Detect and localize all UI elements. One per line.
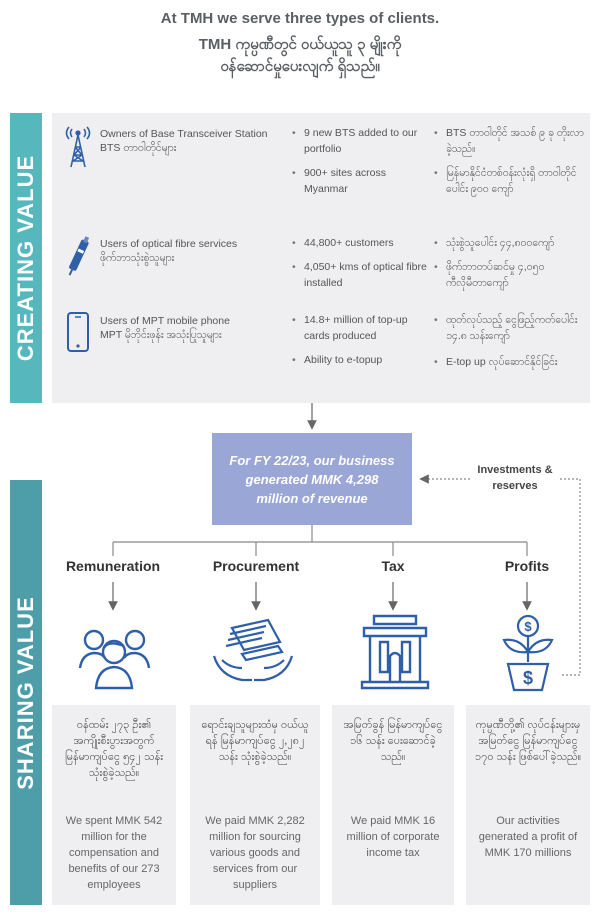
government-building-icon	[360, 612, 430, 692]
remuneration-card	[52, 705, 176, 905]
investments-line-1: Investments &	[477, 464, 553, 476]
stat-item: • 4,050+ kms of optical fibre installed	[292, 259, 430, 291]
investments-line-2: reserves	[492, 480, 538, 492]
revenue-box	[212, 433, 412, 525]
stat-item: • BTS တာဝါတိုင် အသစ် ၉ ခု တိုးလာခဲ့သည်။	[434, 125, 584, 157]
category-profits: Profits	[504, 558, 550, 574]
subtitle-line-2: ဝန်ဆောင်မှုပေးလျက် ရှိသည်။	[220, 58, 380, 75]
svg-text:$: $	[524, 619, 532, 634]
svg-text:$: $	[522, 668, 534, 688]
dollar-plant-icon	[496, 612, 560, 694]
procurement-card	[190, 705, 320, 905]
subtitle-line-1: TMH ကုမ္ပဏီတွင် ဝယ်ယူသူ ၃ မျိုးကို	[198, 36, 402, 53]
tax-text-en: We paid MMK 16 million of corporate income tax	[346, 815, 440, 859]
category-procurement: Procurement	[212, 558, 300, 574]
revenue-line-1: For FY 22/23, our business	[229, 452, 395, 468]
client-label-my: MPT မိုဘိုင်းဖုန်း အသုံးပြုသူများ	[100, 329, 222, 341]
remuneration-text-en: We spent MMK 542 million for the compensation and benefits of our 273 employees	[65, 815, 163, 891]
stat-item: • ထုတ်လုပ်သည့် ငွေဖြည့်ကတ်ပေါင်း ၁၄.၈ သန်းကျော်	[434, 312, 584, 344]
revenue-line-3: million of revenue	[256, 490, 368, 506]
client-label-en: Users of optical fibre services	[100, 238, 238, 250]
sharing-value-label: SHARING VALUE	[13, 595, 38, 790]
procurement-text-en: We paid MMK 2,282 million for sourcing various goods and services from our suppliers	[205, 815, 305, 891]
category-tax: Tax	[381, 558, 405, 574]
stat-item: • 9 new BTS added to our portfolio	[292, 125, 430, 157]
stat-item: • E-top up လုပ်ဆောင်နိုင်ခြင်း	[434, 354, 584, 370]
client-label-en: Owners of Base Transceiver Station	[100, 128, 268, 140]
stat-item: • 44,800+ customers	[292, 235, 430, 251]
client-label-my: ဖိုက်ဘာသုံးစွဲသူများ	[100, 252, 175, 264]
client-label-en: Users of MPT mobile phone	[100, 315, 230, 327]
creating-value-label: CREATING VALUE	[13, 154, 38, 362]
stat-item: • Ability to e-topup	[292, 352, 430, 368]
stat-item: • သုံးစွဲသူပေါင်း ၄၄,၈၀၀ကျော်	[434, 235, 584, 251]
investments-label	[470, 462, 560, 494]
stat-item: • ဖိုက်ဘာတပ်ဆင်မှု ၄,၀၅၀ ကီလိုမီတာကျော်	[434, 259, 584, 291]
category-remuneration: Remuneration	[65, 558, 161, 574]
remuneration-text-my: ဝန်ထမ်း ၂၇၃ ဦး၏ အကျိုးစီးပွားအတွက် မြန်မာကျပ်ငွေ ၅၄၂ သန်း သုံးစွဲခဲ့သည်။	[64, 719, 164, 779]
people-icon	[78, 620, 150, 690]
stat-item: • မြန်မာနိုင်ငံတစ်ဝန်းလုံးရှိ တာဝါတိုင်ပေါင်း ၉၀၀ ကျော်	[434, 165, 584, 197]
money-hands-icon	[212, 618, 294, 690]
revenue-line-2: generated MMK 4,298	[245, 471, 379, 487]
procurement-text-my: ရောင်းချသူများထံမှ ဝယ်ယူရန် မြန်မာကျပ်ငွေ ၂,၂၈၂ သန်း သုံးစွဲခဲ့သည်။	[201, 719, 309, 763]
stat-item: • 14.8+ million of top-up cards produced	[292, 312, 430, 344]
tax-card	[332, 705, 454, 905]
profits-card	[466, 705, 590, 905]
tax-text-my: အမြတ်ခွန် မြန်မာကျပ်ငွေ ၁၆ သန်း ပေးဆောင်ခဲ့သည်။	[343, 719, 443, 763]
page-title: At TMH we serve three types of clients.	[160, 10, 440, 27]
profits-text-en: Our activities generated a profit of MMK 170 millions	[478, 815, 578, 859]
profits-text-my: ကုမ္ပဏီတို့၏ လုပ်ငန်းများမှ အမြတ်ငွေ မြန်မာကျပ်ငွေ ၁၇၀ သန်း ဖြစ်ပေါ်ခဲ့သည်။	[474, 719, 582, 763]
stat-item: • 900+ sites across Myanmar	[292, 165, 430, 197]
client-label-my: BTS တာဝါတိုင်များ	[100, 142, 177, 154]
